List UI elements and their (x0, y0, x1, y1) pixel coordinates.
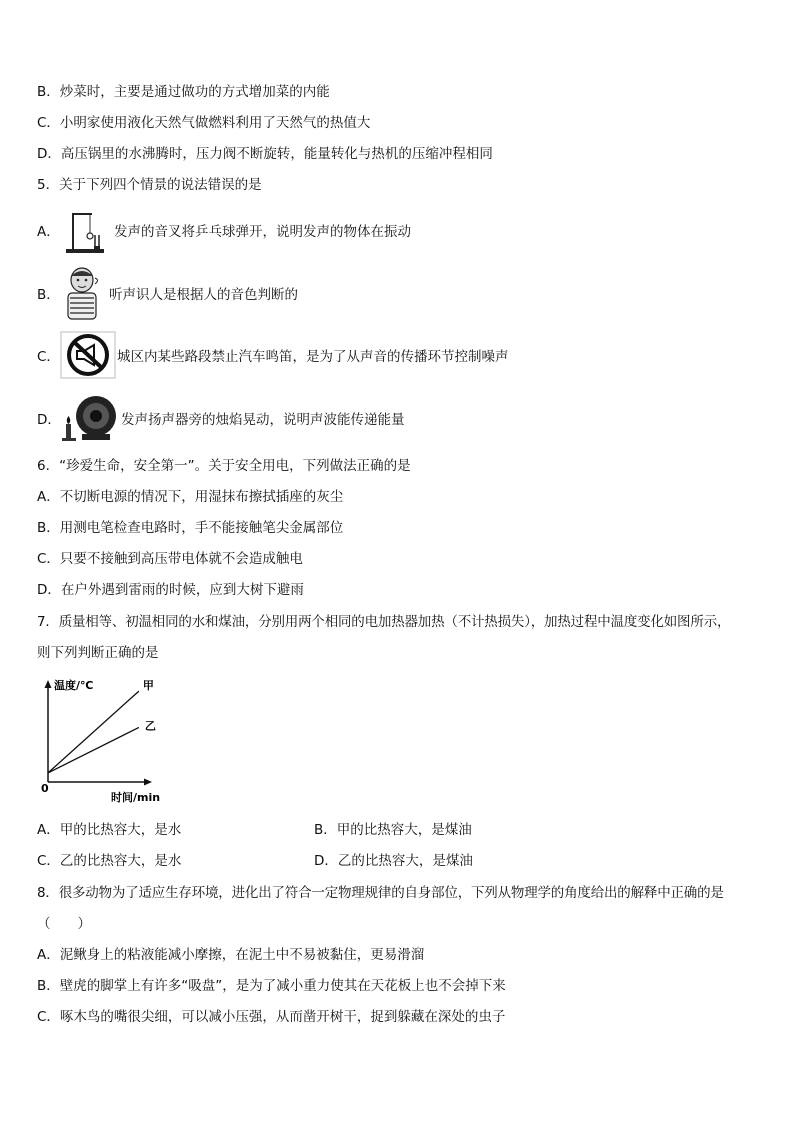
q5-option-d-text: 发声扬声器旁的烛焰晃动，说明声波能传递能量 (121, 412, 405, 428)
q8-option-a: A．泥鳅身上的粘液能减小摩擦，在泥土中不易被黏住，更易滑溜 (37, 947, 425, 963)
q7-option-a: A．甲的比热容大，是水 (37, 822, 182, 838)
no-honking-sign-icon (60, 331, 116, 379)
q4-option-c: C．小明家使用液化天然气做燃料利用了天然气的热值大 (37, 115, 371, 131)
q7-stem-line1: 7．质量相等、初温相同的水和煤油，分别用两个相同的电加热器加热（不计热损失），加热过程中温度变化如图所示， (37, 614, 731, 630)
q4-option-d: D．高压锅里的水沸腾时，压力阀不断旋转，能量转化与热机的压缩冲程相同 (37, 146, 493, 162)
person-listening-icon (62, 266, 106, 322)
q8-option-b: B．壁虎的脚掌上有许多“吸盘”，是为了减小重力使其在天花板上也不会掉下来 (37, 978, 506, 994)
q7-option-c: C．乙的比热容大，是水 (37, 853, 182, 869)
x-axis-arrow (144, 779, 152, 786)
q5-option-c-letter: C． (37, 349, 60, 365)
tuning-fork-icon (62, 207, 112, 255)
series-line-2 (48, 727, 139, 772)
temperature-time-chart (30, 672, 200, 807)
speaker-candle-icon (60, 394, 120, 442)
q6-option-a: A．不切断电源的情况下，用湿抹布擦拭插座的灰尘 (37, 489, 344, 505)
series-line-1 (48, 691, 139, 773)
q6-option-c: C．只要不接触到高压带电体就不会造成触电 (37, 551, 303, 567)
q8-stem-line1: 8．很多动物为了适应生存环境，进化出了符合一定物理规律的自身部位，下列从物理学的角度给出的解释中正确的是 (37, 885, 724, 901)
q6-stem: 6．“珍爱生命，安全第一”。关于安全用电，下列做法正确的是 (37, 458, 411, 474)
q5-option-b-text: 听声识人是根据人的音色判断的 (109, 287, 298, 303)
q6-option-b: B．用测电笔检查电路时，手不能接触笔尖金属部位 (37, 520, 344, 536)
q5-option-a-letter: A． (37, 224, 60, 240)
series-label-2: 乙 (144, 719, 156, 733)
x-axis-label: 时间/min (111, 791, 161, 804)
q5-option-c-text: 城区内某些路段禁止汽车鸣笛，是为了从声音的传播环节控制噪声 (117, 349, 509, 365)
q7-stem-line2: 则下列判断正确的是 (37, 645, 159, 661)
q4-option-b: B．炒菜时，主要是通过做功的方式增加菜的内能 (37, 84, 330, 100)
origin-label: 0 (41, 782, 49, 795)
q6-option-d: D．在户外遇到雷雨的时候，应到大树下避雨 (37, 582, 304, 598)
series-label-1: 甲 (142, 679, 154, 693)
q5-option-b-letter: B． (37, 287, 60, 303)
q7-option-b: B．甲的比热容大，是煤油 (314, 822, 472, 838)
q5-option-d-letter: D． (37, 412, 61, 428)
y-axis-label: 温度/℃ (54, 679, 94, 692)
q8-option-c: C．啄木鸟的嘴很尖细，可以减小压强，从而凿开树干，捉到躲藏在深处的虫子 (37, 1009, 506, 1025)
y-axis-arrow (45, 680, 52, 688)
q5-option-a-text: 发声的音叉将乒乓球弹开，说明发声的物体在振动 (114, 224, 411, 240)
q7-option-d: D．乙的比热容大，是煤油 (314, 853, 473, 869)
q5-stem: 5．关于下列四个情景的说法错误的是 (37, 177, 262, 193)
q8-stem-line2: （ ） (37, 916, 91, 932)
